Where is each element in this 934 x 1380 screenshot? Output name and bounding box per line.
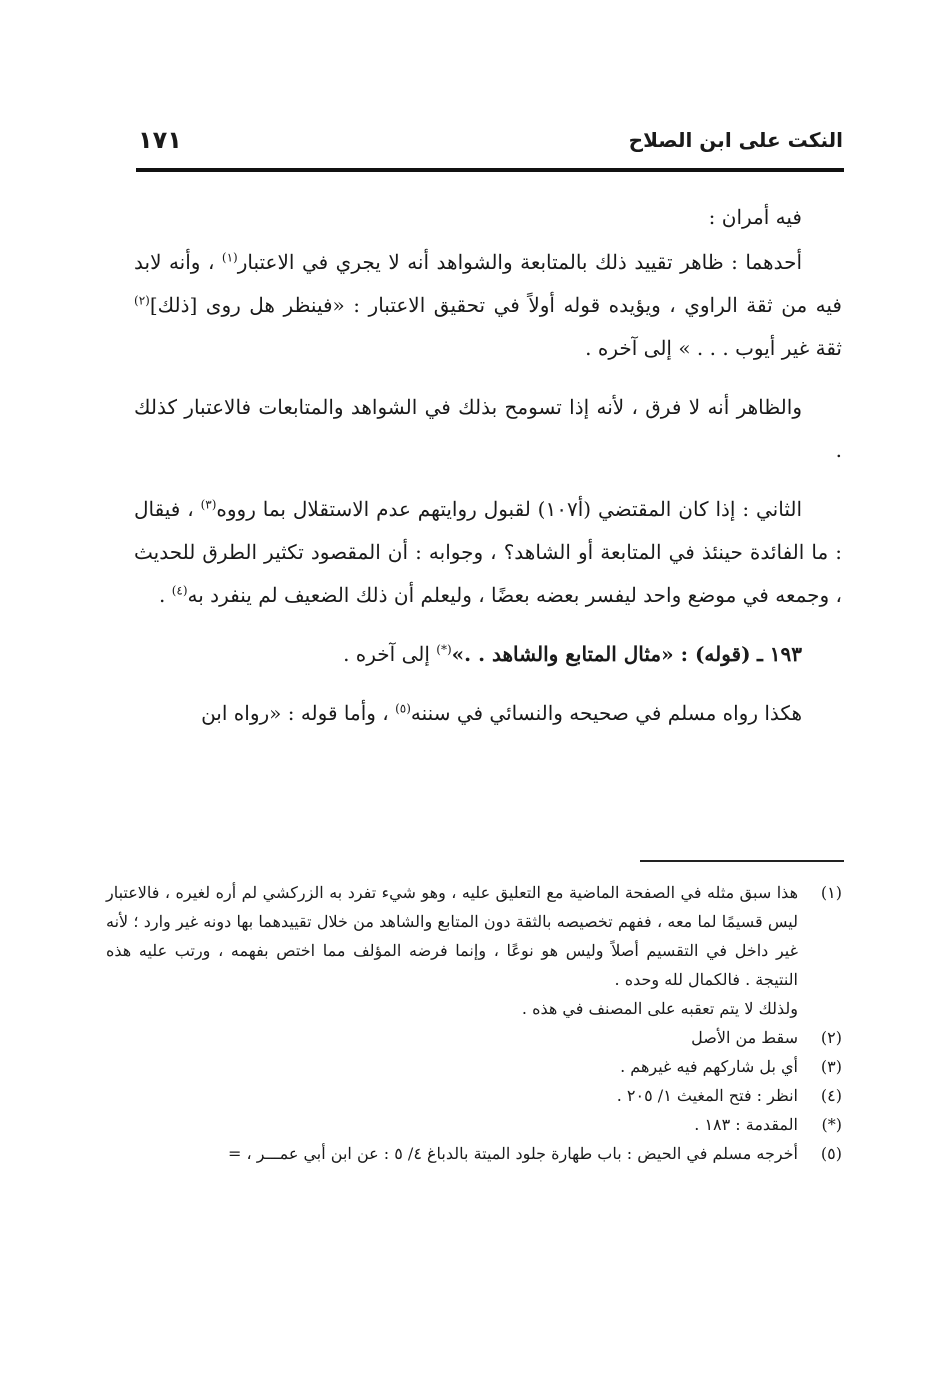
running-title: النكت على ابن الصلاح [628, 128, 843, 152]
footnote-number: (٥) [820, 1144, 842, 1163]
paragraph-first-matter: أحدهما : ظاهر تقييد ذلك بالمتابعة والشواهد أنه لا يجري في الاعتبار$^{(١)}$ ، وأنه لابد فيه من ثقة الراوي ، ويؤيده قوله أولاً في تحقيق الاعتبار : «فينظر هل روى [ذلك]$^{(٢)}$ ثقة غير أيوب . . . » إلى آخره . [134, 250, 842, 360]
footnote-3: (٣) أي بل شاركهم فيه غيرهم . [106, 1052, 842, 1081]
paragraph-narration: هكذا رواه مسلم في صحيحه والنسائي في سننه$^{(٥)}$ ، وأما قوله : «رواه ابن [201, 701, 802, 725]
footnote-4: (٤) انظر : فتح المغيث ١/ ٢٠٥ . [106, 1081, 842, 1110]
footnote-number: (٣) [820, 1057, 842, 1076]
section-193: ١٩٣ ـ (قوله) : «مثال المتابع والشاهد . .»(*) إلى آخره . [343, 642, 802, 666]
section-quote: (قوله) : «مثال المتابع والشاهد . .» [451, 642, 751, 666]
footnote-number: (٢) [820, 1028, 842, 1047]
paragraph-apparent: والظاهر أنه لا فرق ، لأنه إذا تسومح بذلك في الشواهد والمتابعات فالاعتبار كذلك . [134, 395, 842, 462]
footnote-1-continuation: ولذلك لا يتم تعقبه على المصنف في هذه . [521, 999, 798, 1018]
running-header [138, 118, 843, 162]
footnotes [106, 878, 842, 1168]
section-number: ١٩٣ ـ [756, 642, 802, 666]
footnote-1: (١) هذا سبق مثله في الصفحة الماضية مع التعليق عليه ، وهو شيء تفرد به الزركشي لم أره لغيره ، فالاعتبار ليس قسيمًا لما معه ، ففهم تخصيصه بالثقة دون المتابع والشاهد من خلال تقييدهما بها دونه غير وارد ؛ لأنه غير داخل في التقسيم أصلاً وليس هو نوعًا ، وإنما فرضه المؤلف مما اختص بفهمه ، ورتب عليه هذه النتيجة . فالكمال لله وحده . [106, 878, 842, 994]
header-rule [136, 168, 844, 172]
footnote-rule [640, 860, 844, 862]
footnote-ref-star[interactable]: (*) [436, 642, 452, 657]
footnote-number: (٤) [820, 1086, 842, 1105]
footnote-ref-3[interactable]: (٣) [200, 497, 217, 512]
footnote-2: (٢) سقط من الأصل [106, 1023, 842, 1052]
footnote-ref-1[interactable]: (١) [221, 250, 238, 265]
footnote-ref-2[interactable]: (٢) [134, 293, 150, 308]
footnote-5: (٥) أخرجه مسلم في الحيض : باب طهارة جلود الميتة بالدباغ ٤/ ٥ : عن ابن أبي عمـــر ، = [106, 1139, 842, 1168]
footnote-ref-5[interactable]: (٥) [395, 701, 411, 716]
footnote-number: (*) [821, 1115, 842, 1134]
footnote-star: (*) المقدمة : ١٨٣ . [106, 1110, 842, 1139]
footnote-ref-4[interactable]: (٤) [171, 583, 188, 598]
paragraph-second-matter: الثاني : إذا كان المقتضي (أ١٠٧) لقبول روايتهم عدم الاستقلال بما رووه$^{(٣)}$ ، فيقال : ما الفائدة حينئذ في المتابعة أو الشاهد؟ ، وجوابه : أن المقصود تكثير الطرق للحديث ، وجمعه في موضع واحد ليفسر بعضه بعضًا ، وليعلم أن ذلك الضعيف لم ينفرد به$^{(٤)}$ . [134, 497, 842, 607]
paragraph-intro: فيه أمران : [708, 205, 802, 229]
footnote-number: (١) [820, 883, 842, 902]
main-text [134, 196, 842, 735]
page-number: ١٧١ [138, 126, 182, 154]
